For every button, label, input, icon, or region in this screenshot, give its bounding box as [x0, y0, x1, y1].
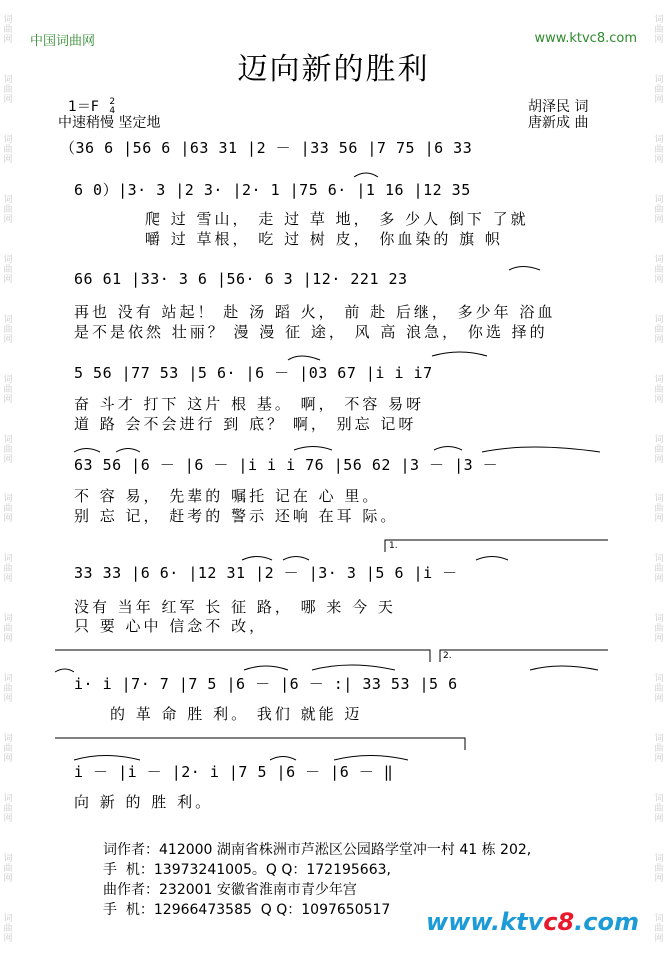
lyric-line-6-verse-2: 只 要 心中 信念不 改， [74, 617, 268, 635]
site-name-link[interactable]: 中国词曲网 [30, 34, 96, 49]
score-line-4: 5 56 |77 53 |5 6· |6 － |03 67 |i i i7 [74, 364, 433, 382]
lyric-line-2-verse-2: 嚼 过 草根， 吃 过 树 皮， 你血染的 旗 帜 [145, 230, 503, 248]
volta-bracket-1-end [55, 650, 430, 662]
credit-line: 曲作者：232001 安徽省淮南市青少年宫 [103, 882, 357, 898]
watermark-text: 词 曲 网 [654, 614, 664, 645]
site-url-link[interactable]: www.ktvc8.com [534, 31, 637, 46]
song-title: 迈向新的胜利 [237, 52, 430, 87]
watermark-text: 词 曲 网 [3, 374, 13, 405]
slur [509, 267, 540, 271]
slur [354, 173, 378, 177]
watermark-text: 词 曲 网 [654, 554, 664, 585]
watermark-text: 词 曲 网 [654, 674, 664, 705]
slur [55, 669, 74, 672]
lyric-line-5-verse-1: 不 容 易， 先辈的 嘱托 记在 心 里。 [74, 487, 381, 505]
watermark-text: 词 曲 网 [3, 554, 13, 585]
slur [476, 557, 508, 561]
lyricist-credit: 胡泽民 词 [528, 99, 589, 115]
watermark-text: 词 曲 网 [3, 734, 13, 765]
volta-brackets [55, 540, 608, 750]
watermark-text: 词 曲 网 [654, 314, 664, 345]
slur [74, 756, 140, 761]
watermark-text: 词 曲 网 [654, 434, 664, 465]
meter-top: 2 [109, 97, 116, 107]
composer-credit: 唐新成 曲 [528, 115, 589, 131]
lyric-line-3-verse-1: 再也 没有 站起！ 赴 汤 蹈 火， 前 赴 后继， 多少年 浴血 [74, 303, 556, 321]
score-line-2: 6 0）|3· 3 |2 3· |2· 1 |75 6· |1 16 |12 35 [74, 181, 471, 199]
watermark-text: 词 曲 网 [3, 194, 13, 225]
logo-text-part: c8 [543, 908, 575, 936]
watermark-text: 词 曲 网 [3, 914, 13, 945]
meter-bottom: 4 [109, 106, 116, 116]
volta-bracket-2-end [55, 738, 465, 750]
watermark-text: 词 曲 网 [654, 254, 664, 285]
slur [116, 449, 140, 453]
slur [530, 666, 598, 670]
site-logo[interactable] [426, 908, 639, 936]
credit-line: 手 机：12966473585 Q Q：1097650517 [103, 902, 391, 918]
watermark-text: 词 曲 网 [654, 134, 664, 165]
watermark-text: 词 曲 网 [3, 794, 13, 825]
tempo-marking: 中速稍慢 坚定地 [58, 115, 161, 131]
score-line-3: 66 61 |33· 3 6 |56· 6 3 |12· 221 23 [74, 270, 408, 288]
volta-bracket-1 [385, 540, 608, 552]
lyric-line-6-verse-1: 没有 当年 红军 长 征 路， 哪 来 今 天 [74, 598, 396, 616]
lyric-line-5-verse-2: 别 忘 记， 赶考的 警示 还响 在耳 际。 [74, 507, 399, 525]
logo-text-part: .com [574, 908, 639, 936]
watermark-text: 词 曲 网 [654, 734, 664, 765]
watermark-text: 词 曲 网 [3, 314, 13, 345]
slur [294, 447, 332, 451]
slur [242, 557, 272, 561]
slur [434, 447, 462, 451]
slur [244, 666, 288, 670]
watermark-text: 词 曲 网 [654, 194, 664, 225]
slur [312, 665, 395, 670]
watermark-text: 词 曲 网 [3, 74, 13, 105]
lyric-line-8-verse-1: 向 新 的 胜 利。 [74, 793, 214, 811]
watermark-text: 词 曲 网 [654, 794, 664, 825]
watermark-text: 词 曲 网 [3, 674, 13, 705]
slur [482, 447, 600, 452]
volta-bracket-2 [440, 650, 608, 662]
watermark-text: 词 曲 网 [3, 614, 13, 645]
watermark-text: 词 曲 网 [3, 854, 13, 885]
volta-1-label: 1. [389, 541, 398, 551]
slur-marks [55, 173, 600, 760]
slur [334, 756, 408, 761]
slur [74, 449, 100, 453]
credit-line: 手 机：13973241005。Q Q：172195663, [103, 862, 391, 878]
lyric-line-2-verse-1: 爬 过 雪山， 走 过 草 地， 多 少人 倒下 了就 [145, 210, 529, 228]
watermark-text: 词 曲 网 [3, 254, 13, 285]
score-line-6: 33 33 |6 6· |12 31 |2 － |3· 3 |5 6 |i － [74, 564, 458, 582]
lyric-line-4-verse-2: 道 路 会不会进行 到 底？ 啊， 别忘 记呀 [74, 415, 417, 433]
credit-line: 词作者：412000 湖南省株洲市芦淞区公园路学堂冲一村 41 栋 202, [103, 842, 532, 858]
score-line-1: （36 6 |56 6 |63 31 |2 － |33 56 |7 75 |6 33 [60, 139, 473, 157]
watermark-text: 词 曲 网 [3, 434, 13, 465]
slur [283, 557, 309, 561]
slur [288, 356, 320, 360]
lyric-line-3-verse-2: 是不是依然 壮丽？ 漫 漫 征 途， 风 高 浪急， 你选 择的 [74, 323, 548, 341]
lyric-line-4-verse-1: 奋 斗才 打下 这片 根 基。 啊， 不容 易呀 [74, 395, 425, 413]
watermark-text: 词 曲 网 [654, 494, 664, 525]
score-line-8: i － |i － |2· i |7 5 |6 － |6 － ‖ [74, 763, 394, 781]
slur [270, 757, 296, 761]
slur [432, 352, 487, 356]
watermark-text: 词 曲 网 [654, 374, 664, 405]
score-line-7: i· i |7· 7 |7 5 |6 － |6 － :| 33 53 |5 6 [74, 675, 458, 693]
watermark-text: 词 曲 网 [3, 134, 13, 165]
volta-2-label: 2. [443, 651, 452, 661]
key-label: 1＝F [68, 99, 99, 115]
logo-text-part: www.ktv [426, 908, 544, 936]
watermark-text: 词 曲 网 [654, 854, 664, 885]
watermark-text: 词 曲 网 [654, 14, 664, 45]
watermark-text: 词 曲 网 [3, 14, 13, 45]
watermark-text: 词 曲 网 [654, 74, 664, 105]
lyric-line-7-verse-1: 的 革 命 胜 利。 我们 就能 迈 [110, 705, 363, 723]
watermark-text: 词 曲 网 [654, 914, 664, 945]
watermark-text: 词 曲 网 [3, 494, 13, 525]
score-line-5: 63 56 |6 － |6 － |i i i 76 |56 62 |3 － |3 － [74, 456, 499, 474]
